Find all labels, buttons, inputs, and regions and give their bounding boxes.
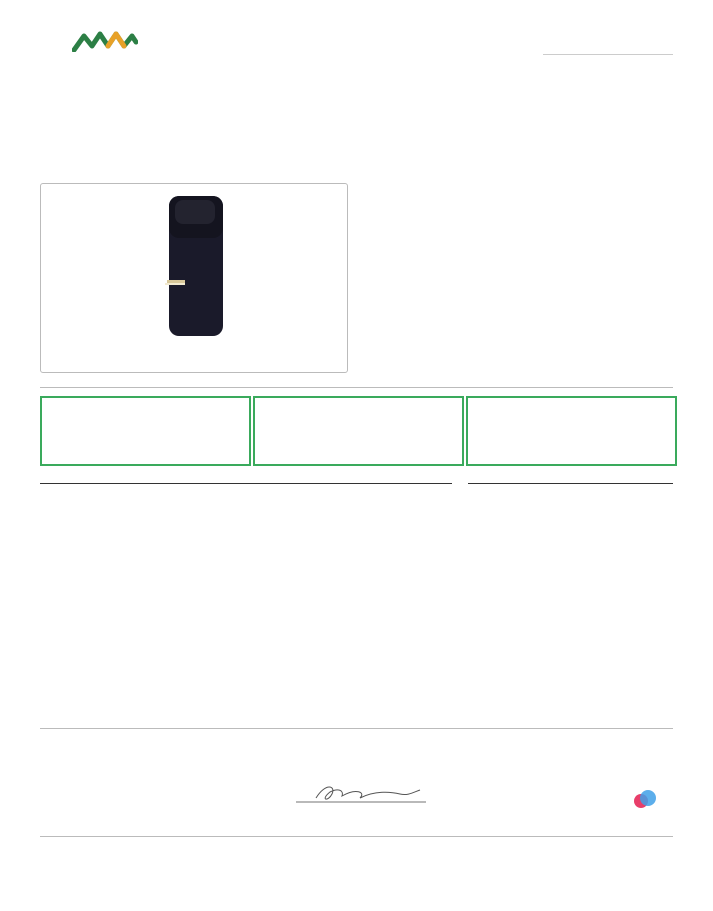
total-active-thc-card bbox=[40, 396, 251, 466]
section-divider bbox=[40, 387, 673, 388]
disclaimer-divider bbox=[40, 836, 673, 837]
product-photo bbox=[40, 183, 348, 373]
vape-device-image bbox=[161, 192, 227, 342]
analyticslabs-logo-mark bbox=[72, 30, 138, 52]
signature bbox=[296, 780, 426, 810]
total-active-cannabinoids-card bbox=[466, 396, 677, 466]
total-active-cbd-card bbox=[253, 396, 464, 466]
notes-divider bbox=[40, 728, 673, 729]
confident-logo-icon bbox=[630, 789, 660, 809]
cannabinoid-table-units bbox=[40, 484, 673, 494]
qr-code[interactable] bbox=[40, 783, 82, 825]
cannabinoid-table-header bbox=[40, 472, 673, 482]
confident-lims-info bbox=[500, 780, 615, 784]
header-divider bbox=[543, 54, 673, 55]
